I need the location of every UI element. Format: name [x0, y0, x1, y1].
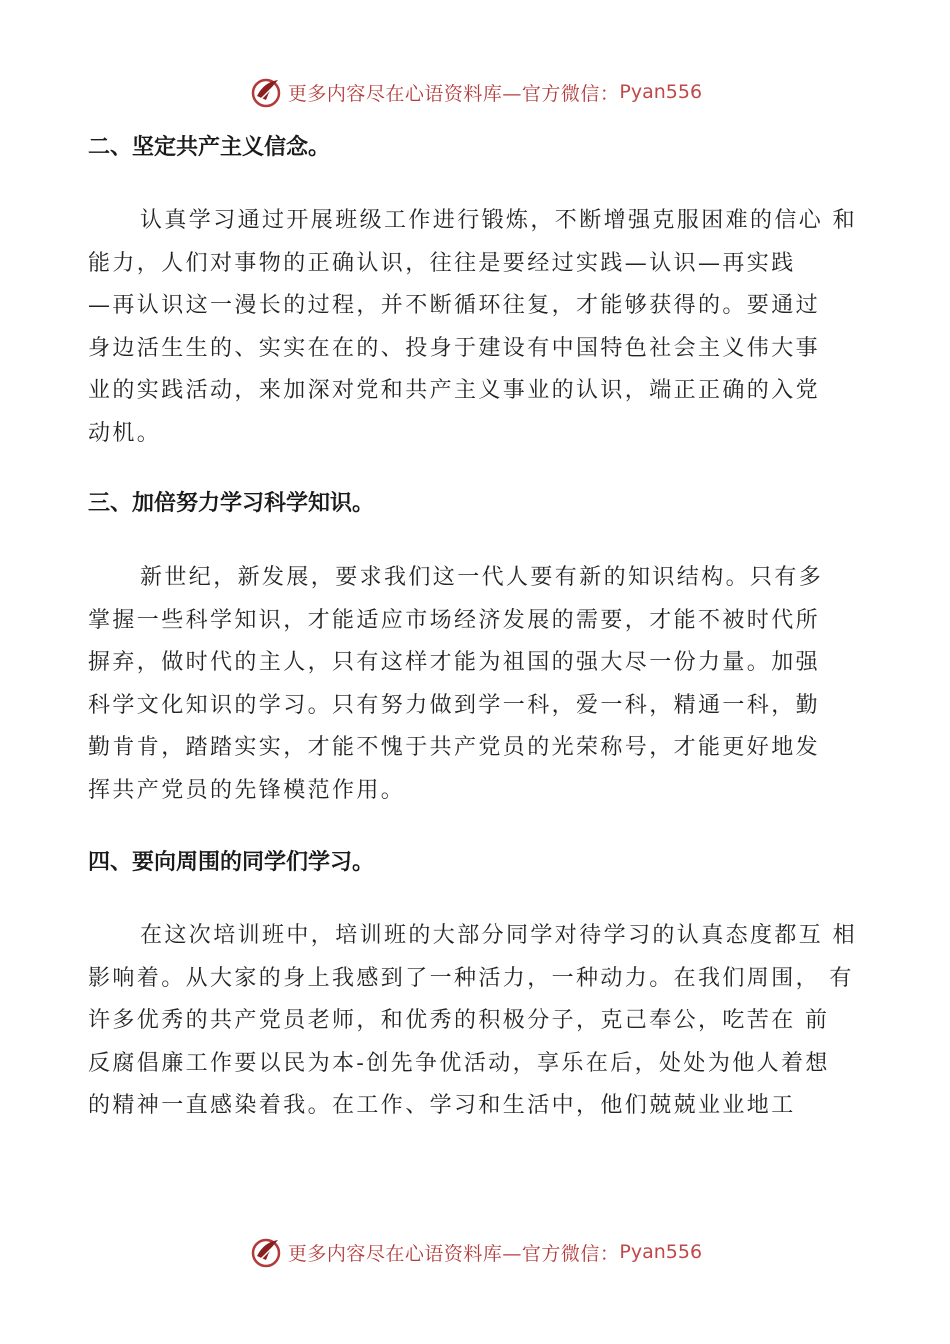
text-line: 挥共产党员的先锋模范作用。 — [88, 777, 406, 803]
paragraph — [88, 200, 864, 455]
footer-banner-text: 更多内容尽在心语资料库—官方微信： — [287, 1242, 620, 1265]
text-line: 掌握一些科学知识，才能适应市场经济发展的需要，才能不被时代所 — [88, 607, 821, 633]
section-heading: 二、坚定共产主义信念。 — [88, 135, 331, 160]
logo-icon — [248, 74, 284, 110]
text-line: 摒弃，做时代的主人，只有这样才能为祖国的强大尽一份力量。加强 — [88, 650, 821, 675]
text-line: 科学文化知识的学习。只有努力做到学一科，爱一科，精通一科，勤 — [88, 692, 821, 718]
section-heading: 四、要向周围的同学们学习。 — [88, 850, 375, 875]
text-line: 动机。 — [88, 420, 162, 446]
text-line: 影响着。从大家的身上我感到了一种活力，一种动力。在我们周围， 有 — [88, 965, 854, 991]
text-line: 反腐倡廉工作要以民为本-创先争优活动，享乐在后，处处为他人着想 — [88, 1050, 830, 1076]
header-banner-text: 更多内容尽在心语资料库—官方微信： — [287, 82, 620, 105]
footer-banner — [0, 1230, 950, 1274]
logo-icon — [248, 1234, 284, 1270]
paragraph — [88, 915, 864, 1128]
text-line: 业的实践活动，来加深对党和共产主义事业的认识，端正正确的入党 — [88, 378, 821, 403]
text-line: 新世纪，新发展，要求我们这一代人要有新的知识结构。只有多 — [140, 565, 824, 590]
text-line: 身边活生生的、实实在在的、投身于建设有中国特色社会主义伟大事 — [88, 335, 821, 361]
text-line: —再认识这一漫长的过程，并不断循环往复，才能够获得的。要通过 — [88, 293, 821, 318]
header-banner — [0, 70, 950, 114]
paragraph — [88, 557, 864, 812]
footer-banner-wechat: Pyan556 — [619, 1241, 703, 1263]
text-line: 认真学习通过开展班级工作进行锻炼，不断增强克服困难的信心 和 — [140, 208, 857, 233]
header-banner-wechat: Pyan556 — [619, 81, 703, 103]
section-heading: 三、加倍努力学习科学知识。 — [88, 491, 375, 516]
text-line: 许多优秀的共产党员老师，和优秀的积极分子，克己奉公，吃苦在 前 — [88, 1008, 830, 1033]
text-line: 勤肯肯，踏踏实实，才能不愧于共产党员的光荣称号，才能更好地发 — [88, 735, 821, 760]
text-line: 的精神一直感染着我。在工作、学习和生活中，他们兢兢业业地工 — [88, 1093, 796, 1118]
text-line: 在这次培训班中，培训班的大部分同学对待学习的认真态度都互 相 — [140, 923, 857, 948]
text-line: 能力，人们对事物的正确认识，往往是要经过实践—认识—再实践 — [88, 250, 796, 276]
